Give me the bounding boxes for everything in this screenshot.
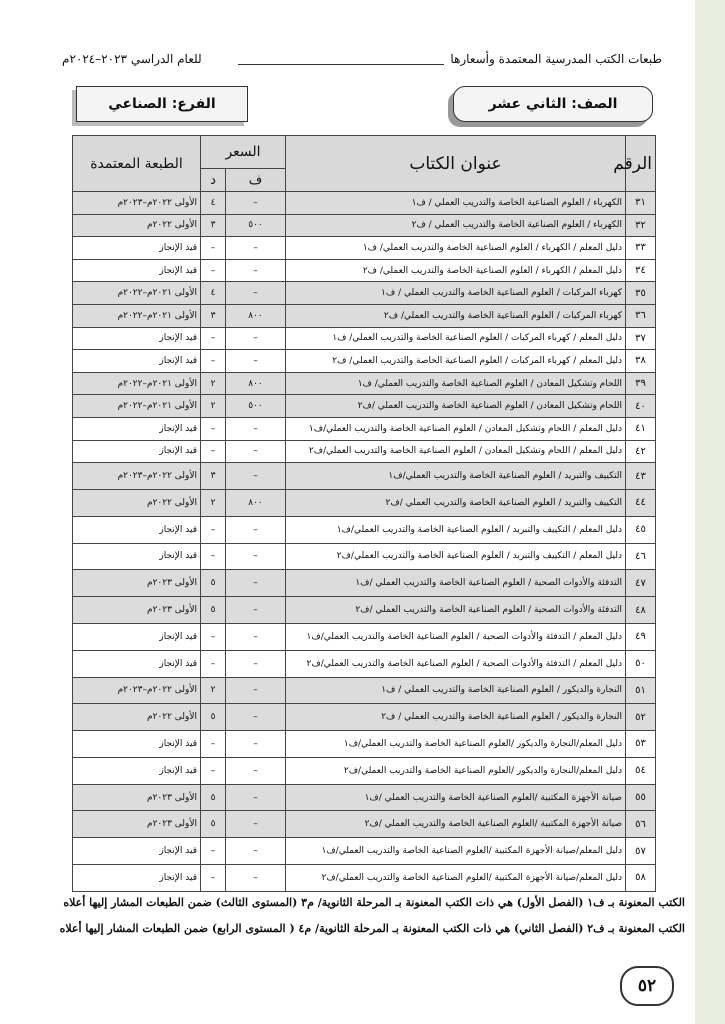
row-number: ٥٦ <box>626 811 656 838</box>
price-fils: – <box>226 192 286 215</box>
price-fils: ٨٠٠ <box>226 304 286 327</box>
approved-edition: قيد الإنجاز <box>73 259 201 282</box>
row-number: ٥٢ <box>626 704 656 731</box>
table-row <box>73 784 656 811</box>
price-dinar: – <box>201 543 226 570</box>
table-row <box>73 214 656 237</box>
price-dinar: ٥ <box>201 811 226 838</box>
price-fils: – <box>226 865 286 892</box>
table-row <box>73 516 656 543</box>
row-number: ٣٩ <box>626 372 656 395</box>
price-fils: – <box>226 704 286 731</box>
grade-label: الصف: الثاني عشر <box>453 86 653 122</box>
row-number: ٤٢ <box>626 440 656 463</box>
table-row <box>73 757 656 784</box>
price-dinar: ٢ <box>201 395 226 418</box>
price-dinar: – <box>201 327 226 350</box>
book-title: دليل المعلم/صيانة الأجهزة المكتبية /العلوم الصناعية الخاصة والتدريب العملي/ف١ <box>286 838 626 865</box>
header-number: الرقم <box>626 136 656 192</box>
table-body <box>73 192 656 892</box>
price-dinar: ٢ <box>201 489 226 516</box>
row-number: ٤٩ <box>626 623 656 650</box>
table-row <box>73 489 656 516</box>
table-row <box>73 731 656 758</box>
row-number: ٤٦ <box>626 543 656 570</box>
price-dinar: ٤ <box>201 192 226 215</box>
price-fils: – <box>226 623 286 650</box>
side-band <box>695 0 725 1024</box>
approved-edition: الأولى ٢٠٢١م–٢٠٢٢م <box>73 304 201 327</box>
row-number: ٤١ <box>626 417 656 440</box>
approved-edition: الأولى ٢٠٢٢م–٢٠٢٣م <box>73 463 201 490</box>
row-number: ٤٠ <box>626 395 656 418</box>
price-dinar: ٥ <box>201 597 226 624</box>
table-row <box>73 440 656 463</box>
book-title: التكييف والتبريد / العلوم الصناعية الخاصة والتدريب العملي/ف١ <box>286 463 626 490</box>
price-dinar: – <box>201 838 226 865</box>
price-fils: – <box>226 350 286 373</box>
price-fils: – <box>226 543 286 570</box>
row-number: ٣٤ <box>626 259 656 282</box>
row-number: ٥٧ <box>626 838 656 865</box>
row-number: ٤٧ <box>626 570 656 597</box>
header-edition: الطبعة المعتمدة <box>73 136 201 192</box>
book-title: دليل المعلم / التكييف والتبريد / العلوم الصناعية الخاصة والتدريب العملي/ف١ <box>286 516 626 543</box>
approved-edition: قيد الإنجاز <box>73 623 201 650</box>
approved-edition: الأولى ٢٠٢٢م–٢٠٢٣م <box>73 677 201 704</box>
book-title: كهرباء المركبات / العلوم الصناعية الخاصة والتدريب العملي/ ف٢ <box>286 304 626 327</box>
table-row <box>73 327 656 350</box>
price-fils: – <box>226 811 286 838</box>
price-fils: – <box>226 417 286 440</box>
table-row <box>73 543 656 570</box>
price-dinar: ٣ <box>201 214 226 237</box>
table-row <box>73 304 656 327</box>
price-dinar: – <box>201 350 226 373</box>
approved-edition: الأولى ٢٠٢١م–٢٠٢٢م <box>73 372 201 395</box>
price-fils: – <box>226 597 286 624</box>
approved-edition: الأولى ٢٠٢١م–٢٠٢٢م <box>73 282 201 305</box>
row-number: ٣٨ <box>626 350 656 373</box>
price-dinar: ٢ <box>201 677 226 704</box>
row-number: ٤٥ <box>626 516 656 543</box>
approved-edition: قيد الإنجاز <box>73 440 201 463</box>
book-title: دليل المعلم / التدفئة والأدوات الصحية / العلوم الصناعية الخاصة والتدريب العملي/ف١ <box>286 623 626 650</box>
price-dinar: – <box>201 623 226 650</box>
book-title: الكهرباء / العلوم الصناعية الخاصة والتدريب العملي / ف١ <box>286 192 626 215</box>
table-row <box>73 838 656 865</box>
table-row <box>73 704 656 731</box>
price-fils: – <box>226 784 286 811</box>
book-title: التدفئة والأدوات الصحية / العلوم الصناعية الخاصة والتدريب العملي /ف١ <box>286 570 626 597</box>
price-fils: – <box>226 677 286 704</box>
book-title: صيانة الأجهزة المكتبية /العلوم الصناعية الخاصة والتدريب العملي /ف٢ <box>286 811 626 838</box>
approved-edition: الأولى ٢٠٢٢م <box>73 489 201 516</box>
price-fils: ٥٠٠ <box>226 395 286 418</box>
row-number: ٥١ <box>626 677 656 704</box>
row-number: ٥٤ <box>626 757 656 784</box>
book-title: دليل المعلم / التدفئة والأدوات الصحية / العلوم الصناعية الخاصة والتدريب العملي/ف٢ <box>286 650 626 677</box>
row-number: ٣٦ <box>626 304 656 327</box>
approved-edition: الأولى ٢٠٢٣م <box>73 570 201 597</box>
table-row <box>73 417 656 440</box>
table-row <box>73 677 656 704</box>
header-title: طبعات الكتب المدرسية المعتمدة وأسعارها <box>450 52 662 66</box>
approved-edition: قيد الإنجاز <box>73 350 201 373</box>
price-dinar: ٥ <box>201 784 226 811</box>
row-number: ٥٣ <box>626 731 656 758</box>
price-dinar: – <box>201 757 226 784</box>
approved-edition: قيد الإنجاز <box>73 650 201 677</box>
book-title: دليل المعلم/النجارة والديكور /العلوم الصناعية الخاصة والتدريب العملي/ف١ <box>286 731 626 758</box>
price-dinar: – <box>201 440 226 463</box>
books-table <box>72 135 656 892</box>
books-table-wrapper <box>73 135 656 892</box>
price-fils: – <box>226 731 286 758</box>
page-number: ٥٢ <box>620 966 674 1006</box>
row-number: ٥٨ <box>626 865 656 892</box>
book-title: دليل المعلم / كهرباء المركبات / العلوم الصناعية الخاصة والتدريب العملي/ ف١ <box>286 327 626 350</box>
book-title: اللحام وتشكيل المعادن / العلوم الصناعية الخاصة والتدريب العملي/ ف١ <box>286 372 626 395</box>
footnotes <box>35 890 685 942</box>
book-title: التدفئة والأدوات الصحية / العلوم الصناعية الخاصة والتدريب العملي /ف٢ <box>286 597 626 624</box>
row-number: ٣٧ <box>626 327 656 350</box>
header-price: السعر <box>201 136 286 169</box>
table-row <box>73 811 656 838</box>
footnote: الكتب المعنونة بـ ف٢ (الفصل الثاني) هي ذات الكتب المعنونة بـ المرحلة الثانوية/ م٤ ( المستوى الرابع) ضمن الطبعات المشار إليها أعلاه <box>59 922 685 935</box>
book-title: دليل المعلم / اللحام وتشكيل المعادن / العلوم الصناعية الخاصة والتدريب العملي/ف١ <box>286 417 626 440</box>
approved-edition: قيد الإنجاز <box>73 731 201 758</box>
approved-edition: الأولى ٢٠٢٣م <box>73 784 201 811</box>
table-row <box>73 282 656 305</box>
price-dinar: – <box>201 259 226 282</box>
row-number: ٣١ <box>626 192 656 215</box>
price-dinar: ٢ <box>201 372 226 395</box>
price-fils: – <box>226 570 286 597</box>
table-row <box>73 259 656 282</box>
row-number: ٥٠ <box>626 650 656 677</box>
approved-edition: قيد الإنجاز <box>73 327 201 350</box>
price-fils: – <box>226 237 286 260</box>
book-title: الكهرباء / العلوم الصناعية الخاصة والتدريب العملي / ف٢ <box>286 214 626 237</box>
footnote: الكتب المعنونة بـ ف١ (الفصل الأول) هي ذات الكتب المعنونة بـ المرحلة الثانوية/ م٣ (المستوى الثالث) ضمن الطبعات المشار إليها أعلاه <box>63 896 685 909</box>
approved-edition: قيد الإنجاز <box>73 838 201 865</box>
approved-edition: الأولى ٢٠٢١م–٢٠٢٢م <box>73 395 201 418</box>
row-number: ٤٨ <box>626 597 656 624</box>
book-title: دليل المعلم/النجارة والديكور /العلوم الصناعية الخاصة والتدريب العملي/ف٢ <box>286 757 626 784</box>
running-header <box>62 50 662 70</box>
price-fils: – <box>226 463 286 490</box>
approved-edition: الأولى ٢٠٢٢م <box>73 214 201 237</box>
row-number: ٣٢ <box>626 214 656 237</box>
book-title: صيانة الأجهزة المكتبية /العلوم الصناعية الخاصة والتدريب العملي /ف١ <box>286 784 626 811</box>
row-number: ٤٣ <box>626 463 656 490</box>
table-row <box>73 623 656 650</box>
price-dinar: – <box>201 865 226 892</box>
book-title: دليل المعلم/صيانة الأجهزة المكتبية /العلوم الصناعية الخاصة والتدريب العملي/ف٢ <box>286 865 626 892</box>
book-title: اللحام وتشكيل المعادن / العلوم الصناعية الخاصة والتدريب العملي /ف٢ <box>286 395 626 418</box>
table-row <box>73 395 656 418</box>
header-rule <box>238 64 444 65</box>
approved-edition: الأولى ٢٠٢٣م <box>73 811 201 838</box>
table-row <box>73 650 656 677</box>
price-fils: ٨٠٠ <box>226 372 286 395</box>
table-row <box>73 372 656 395</box>
book-title: دليل المعلم / التكييف والتبريد / العلوم الصناعية الخاصة والتدريب العملي/ف٢ <box>286 543 626 570</box>
row-number: ٣٥ <box>626 282 656 305</box>
book-title: دليل المعلم / اللحام وتشكيل المعادن / العلوم الصناعية الخاصة والتدريب العملي/ف٢ <box>286 440 626 463</box>
price-fils: – <box>226 838 286 865</box>
price-fils: – <box>226 282 286 305</box>
branch-label: الفرع: الصناعي <box>76 86 248 122</box>
price-dinar: ٥ <box>201 704 226 731</box>
row-number: ٣٣ <box>626 237 656 260</box>
price-dinar: ٤ <box>201 282 226 305</box>
table-row <box>73 597 656 624</box>
book-title: النجارة والديكور / العلوم الصناعية الخاصة والتدريب العملي / ف١ <box>286 677 626 704</box>
book-title: دليل المعلم / كهرباء المركبات / العلوم الصناعية الخاصة والتدريب العملي/ ف٢ <box>286 350 626 373</box>
table-row <box>73 463 656 490</box>
price-dinar: ٥ <box>201 570 226 597</box>
price-dinar: – <box>201 417 226 440</box>
book-title: النجارة والديكور / العلوم الصناعية الخاصة والتدريب العملي / ف٢ <box>286 704 626 731</box>
price-fils: – <box>226 259 286 282</box>
price-dinar: – <box>201 237 226 260</box>
book-title: التكييف والتبريد / العلوم الصناعية الخاصة والتدريب العملي /ف٢ <box>286 489 626 516</box>
price-fils: – <box>226 440 286 463</box>
book-title: دليل المعلم / الكهرباء / العلوم الصناعية الخاصة والتدريب العملي/ ف١ <box>286 237 626 260</box>
price-dinar: ٣ <box>201 304 226 327</box>
header-title-col: عنوان الكتاب <box>286 136 626 192</box>
approved-edition: قيد الإنجاز <box>73 757 201 784</box>
price-dinar: ٣ <box>201 463 226 490</box>
price-fils: – <box>226 516 286 543</box>
approved-edition: الأولى ٢٠٢٢م <box>73 704 201 731</box>
approved-edition: الأولى ٢٠٢٣م <box>73 597 201 624</box>
price-fils: – <box>226 650 286 677</box>
row-number: ٤٤ <box>626 489 656 516</box>
approved-edition: قيد الإنجاز <box>73 417 201 440</box>
price-fils: – <box>226 757 286 784</box>
price-dinar: – <box>201 731 226 758</box>
approved-edition: قيد الإنجاز <box>73 543 201 570</box>
approved-edition: قيد الإنجاز <box>73 237 201 260</box>
price-dinar: – <box>201 650 226 677</box>
header-price-f: ف <box>226 169 286 192</box>
table-row <box>73 570 656 597</box>
price-fils: – <box>226 327 286 350</box>
table-row <box>73 865 656 892</box>
price-fils: ٥٠٠ <box>226 214 286 237</box>
approved-edition: قيد الإنجاز <box>73 516 201 543</box>
book-title: دليل المعلم / الكهرباء / العلوم الصناعية الخاصة والتدريب العملي/ ف٢ <box>286 259 626 282</box>
header-year: للعام الدراسي ٢٠٢٣–٢٠٢٤م <box>62 52 202 66</box>
price-dinar: – <box>201 516 226 543</box>
row-number: ٥٥ <box>626 784 656 811</box>
price-fils: ٨٠٠ <box>226 489 286 516</box>
table-row <box>73 237 656 260</box>
approved-edition: قيد الإنجاز <box>73 865 201 892</box>
approved-edition: الأولى ٢٠٢٢م–٢٠٢٣م <box>73 192 201 215</box>
book-title: كهرباء المركبات / العلوم الصناعية الخاصة والتدريب العملي / ف١ <box>286 282 626 305</box>
table-row <box>73 350 656 373</box>
header-price-d: د <box>201 169 226 192</box>
table-row <box>73 192 656 215</box>
